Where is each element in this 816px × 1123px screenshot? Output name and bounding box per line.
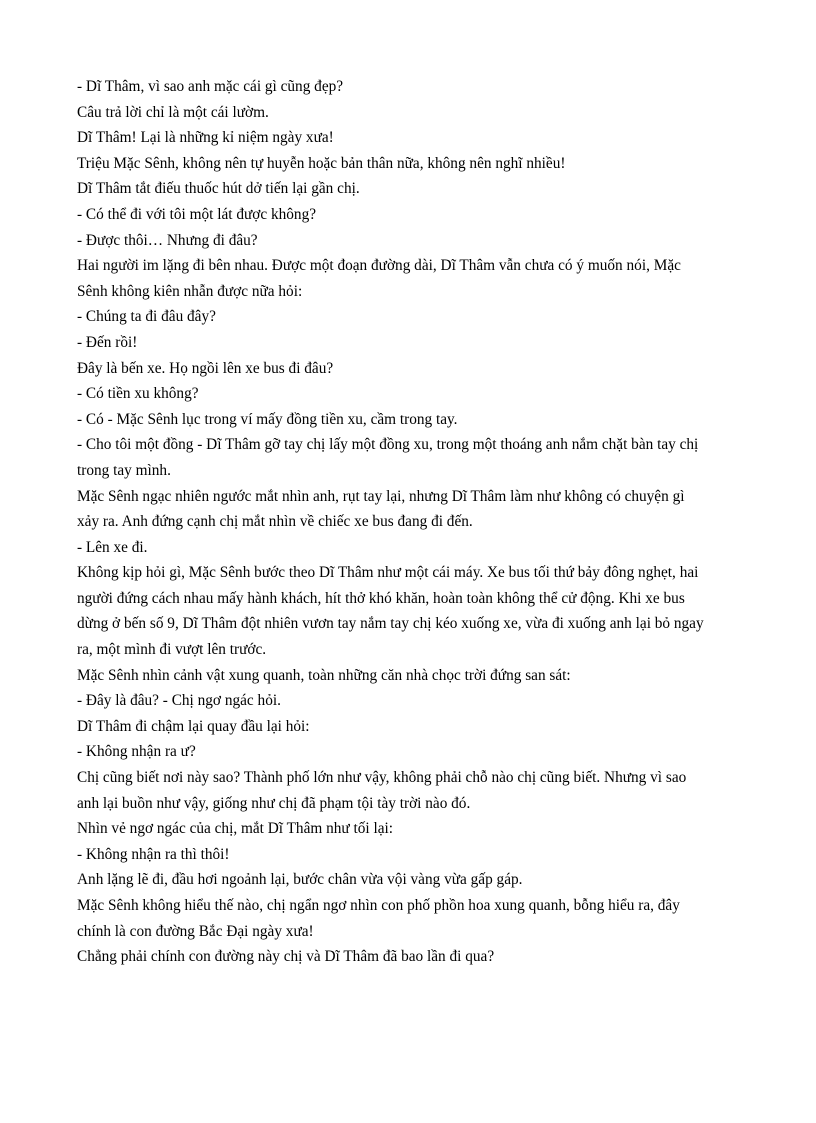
text-line: Triệu Mặc Sênh, không nên tự huyễn hoặc bản thân nữa, không nên nghĩ nhiều! (77, 154, 566, 172)
text-line: Sênh không kiên nhẫn được nữa hỏi: (77, 282, 303, 300)
text-line: Đây là bến xe. Họ ngồi lên xe bus đi đâu? (77, 359, 334, 377)
text-line: người đứng cách nhau mấy hành khách, hít thở khó khăn, hoàn toàn không thể cử động. Khi xe bus (77, 589, 685, 607)
text-line: Không kịp hỏi gì, Mặc Sênh bước theo Dĩ Thâm như một cái máy. Xe bus tối thứ bảy đông nghẹt, hai (77, 564, 699, 582)
text-line: - Không nhận ra thì thôi! (77, 845, 230, 863)
text-line: Câu trả lời chỉ là một cái lườm. (77, 103, 269, 121)
text-line: - Chúng ta đi đâu đây? (77, 308, 216, 326)
text-line: anh lại buồn như vậy, giống như chị đã phạm tội tày trời nào đó. (77, 794, 471, 812)
text-line: Chị cũng biết nơi này sao? Thành phố lớn như vậy, không phải chỗ nào chị cũng biết. Nhưng vì sao (77, 769, 687, 787)
text-line: - Dĩ Thâm, vì sao anh mặc cái gì cũng đẹp? (77, 78, 344, 95)
text-line: Mặc Sênh nhìn cảnh vật xung quanh, toàn những căn nhà chọc trời đứng san sát: (77, 666, 571, 684)
text-line: Hai người im lặng đi bên nhau. Được một đoạn đường dài, Dĩ Thâm vẫn chưa có ý muốn nói, Mặc (77, 257, 681, 275)
text-line: chính là con đường Bắc Đại ngày xưa! (77, 922, 314, 940)
text-line: - Được thôi… Nhưng đi đâu? (77, 231, 258, 249)
text-line: Dĩ Thâm tắt điếu thuốc hút dở tiến lại gần chị. (77, 180, 360, 198)
text-line: - Không nhận ra ư? (77, 743, 196, 761)
text-line: Nhìn vẻ ngơ ngác của chị, mắt Dĩ Thâm như tối lại: (77, 820, 394, 838)
text-line: - Cho tôi một đồng - Dĩ Thâm gỡ tay chị lấy một đồng xu, trong một thoáng anh nắm chặt bàn tay chị (77, 436, 699, 454)
text-line: - Có thể đi với tôi một lát được không? (77, 205, 317, 223)
text-line: - Đến rồi! (77, 333, 138, 351)
text-line: Dĩ Thâm đi chậm lại quay đầu lại hỏi: (77, 717, 310, 735)
text-line: Dĩ Thâm! Lại là những kỉ niệm ngày xưa! (77, 129, 334, 147)
document-body (77, 74, 757, 970)
text-line: Mặc Sênh không hiểu thế nào, chị ngẩn ngơ nhìn con phố phồn hoa xung quanh, bỗng hiểu ra, đây (77, 897, 680, 914)
text-line: - Lên xe đi. (77, 538, 148, 556)
text-line: - Có - Mặc Sênh lục trong ví mấy đồng tiền xu, cầm trong tay. (77, 410, 458, 428)
text-line: trong tay mình. (77, 461, 171, 479)
text-line: ra, một mình đi vượt lên trước. (77, 641, 267, 659)
text-line: - Đây là đâu? - Chị ngơ ngác hỏi. (77, 692, 281, 710)
text-line: Mặc Sênh ngạc nhiên ngước mắt nhìn anh, rụt tay lại, nhưng Dĩ Thâm làm như không có chuyện gì (77, 487, 685, 505)
text-line: Chẳng phải chính con đường này chị và Dĩ Thâm đã bao lần đi qua? (77, 948, 495, 966)
text-line: - Có tiền xu không? (77, 385, 199, 403)
text-line: dừng ở bến số 9, Dĩ Thâm đột nhiên vươn tay nắm tay chị kéo xuống xe, vừa đi xuống anh lại bỏ ngay (77, 615, 704, 633)
text-line: xảy ra. Anh đứng cạnh chị mắt nhìn về chiếc xe bus đang đi đến. (77, 513, 473, 531)
text-line: Anh lặng lẽ đi, đầu hơi ngoảnh lại, bước chân vừa vội vàng vừa gấp gáp. (77, 871, 523, 889)
